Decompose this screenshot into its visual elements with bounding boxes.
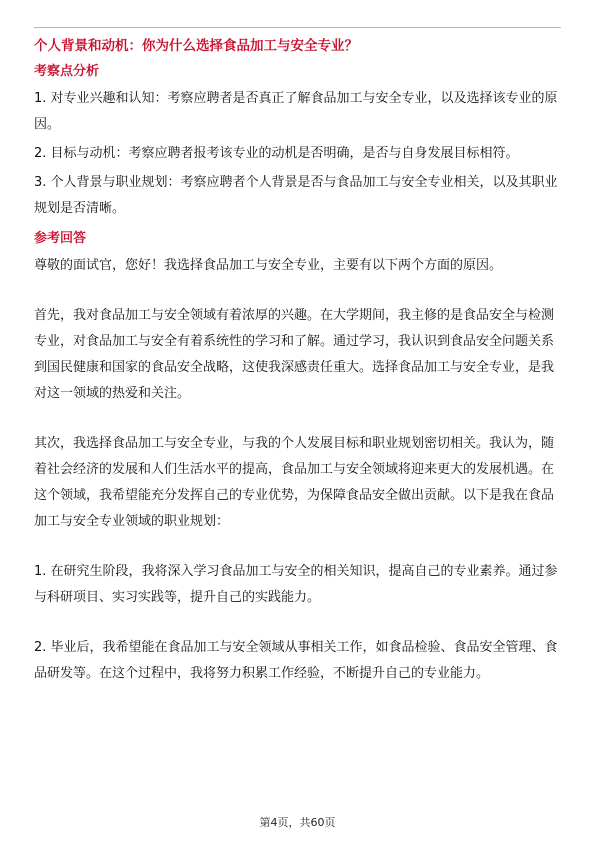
analysis-point: 2. 目标与动机：考察应聘者报考该专业的动机是否明确，是否与自身发展目标相符。 bbox=[34, 146, 519, 161]
answer-paragraph: 其次，我选择食品加工与安全专业，与我的个人发展目标和职业规划密切相关。我认为，随着社会经济的发展和人们生活水平的提高，食品加工与安全领域将迎来更大的发展机遇。在这个领域，我希望能充分发挥自己的专业优势，为保障食品安全做出贡献。以下是我在食品加工与安全专业领域的职业规划： bbox=[34, 436, 555, 529]
answer-heading: 参考回答 bbox=[34, 231, 87, 246]
answer-paragraph: 首先，我对食品加工与安全领域有着浓厚的兴趣。在大学期间，我主修的是食品安全与检测专业，对食品加工与安全有着系统性的学习和了解。通过学习，我认识到食品安全问题关系到国民健康和国家的食品安全战略，这使我深感责任重大。选择食品加工与安全专业，是我对这一领域的热爱和关注。 bbox=[34, 308, 555, 401]
analysis-heading: 考察点分析 bbox=[34, 64, 100, 79]
analysis-point: 3. 个人背景与职业规划：考察应聘者个人背景是否与食品加工与安全专业相关，以及其职业规划是否清晰。 bbox=[34, 175, 558, 216]
page-content bbox=[34, 36, 561, 687]
answer-paragraph: 尊敬的面试官，您好！我选择食品加工与安全专业，主要有以下两个方面的原因。 bbox=[34, 258, 503, 273]
analysis-point: 1. 对专业兴趣和认知：考察应聘者是否真正了解食品加工与安全专业，以及选择该专业的原因。 bbox=[34, 91, 558, 132]
answer-paragraph: 1. 在研究生阶段，我将深入学习食品加工与安全的相关知识，提高自己的专业素养。通过参与科研项目、实习实践等，提升自己的实践能力。 bbox=[34, 564, 558, 605]
page-number: 第4页，共60页 bbox=[259, 816, 336, 829]
answer-paragraph: 2. 毕业后，我希望能在食品加工与安全领域从事相关工作，如食品检验、食品安全管理、食品研发等。在这个过程中，我将努力积累工作经验，不断提升自己的专业能力。 bbox=[34, 640, 558, 681]
question-title: 个人背景和动机：你为什么选择食品加工与安全专业？ bbox=[34, 38, 358, 54]
header-rule bbox=[34, 27, 561, 28]
